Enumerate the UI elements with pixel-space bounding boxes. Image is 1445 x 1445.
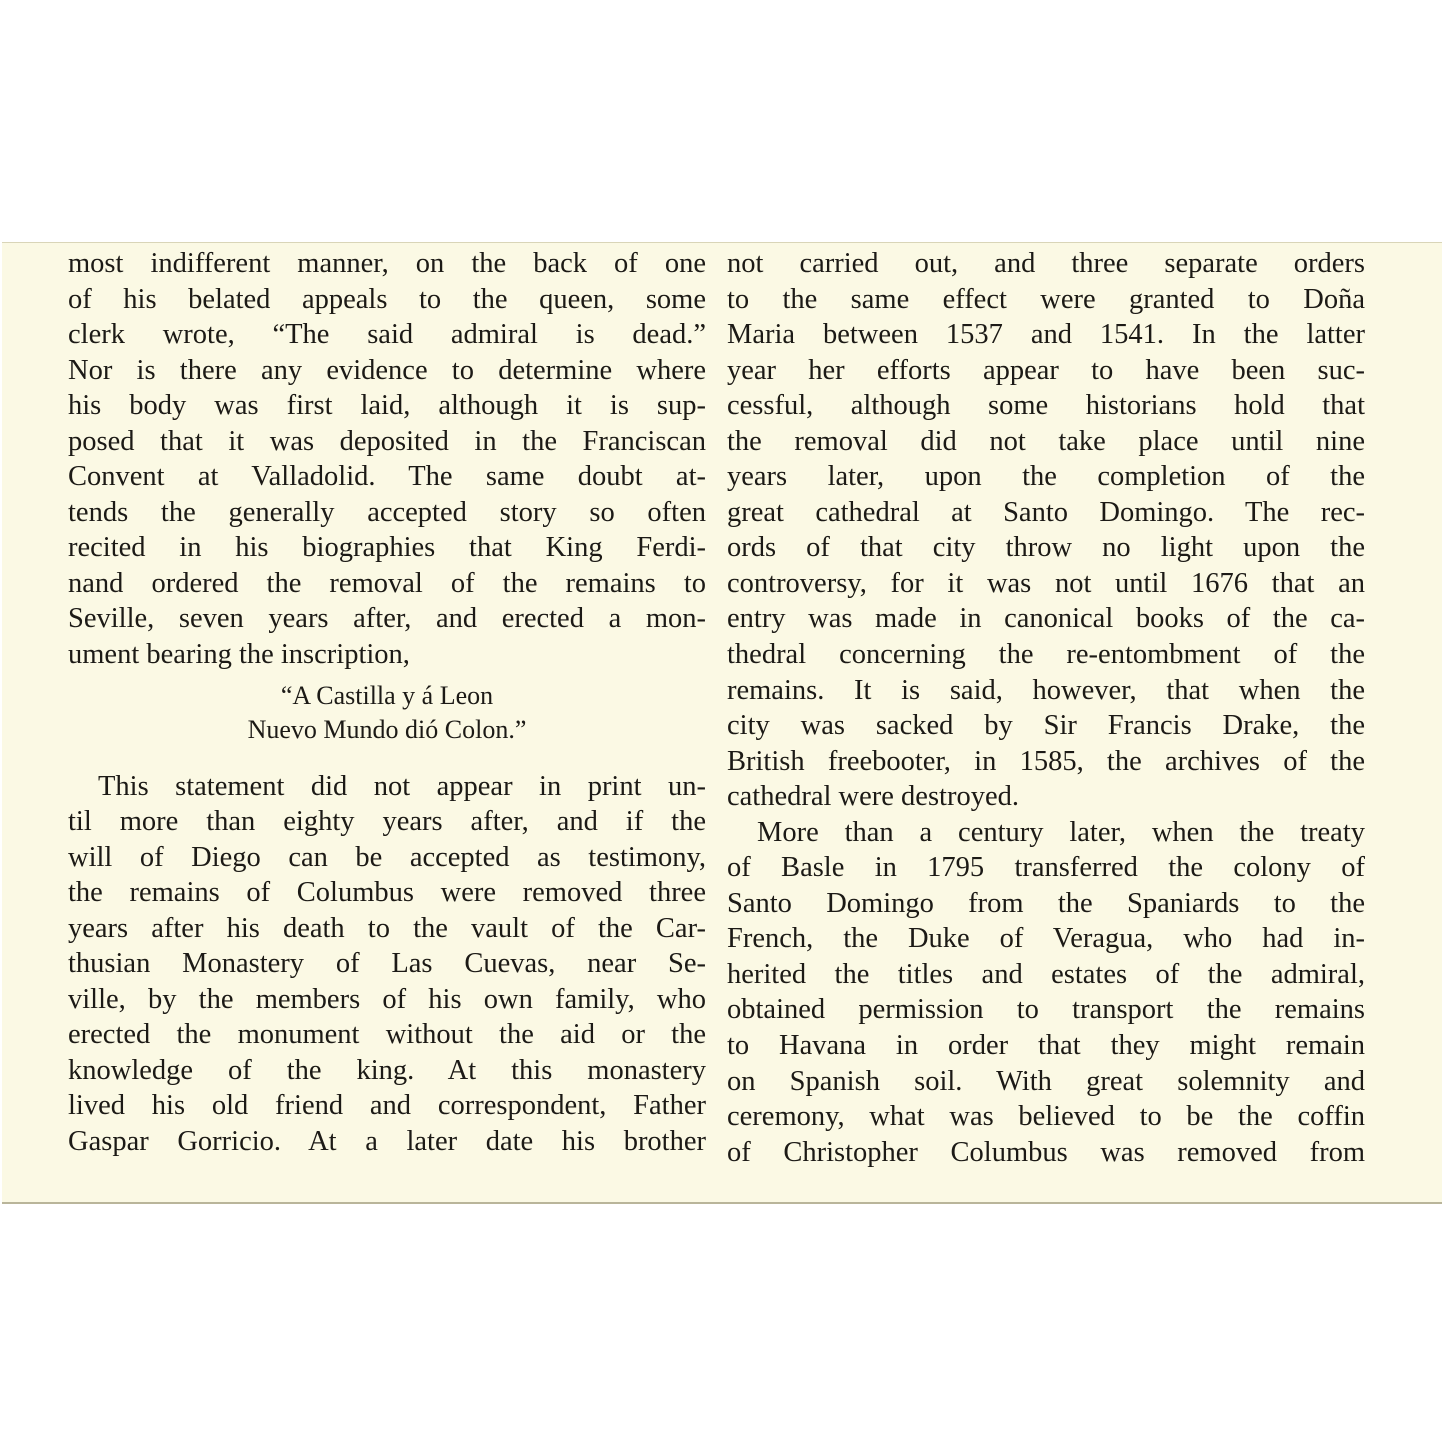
text-line: most indifferent manner, on the back of one [68, 248, 706, 279]
text-line: til more than eighty years after, and if the [68, 806, 706, 838]
text-line: thusian Monastery of Las Cuevas, near Se- [68, 948, 706, 980]
text-line: ville, by the members of his own family, who [68, 983, 706, 1015]
text-line: British freebooter, in 1585, the archives of the [727, 745, 1365, 777]
text-line: ords of that city throw no light upon the [727, 532, 1365, 564]
text-line: thedral concerning the re-entombment of the [727, 639, 1365, 671]
text-line: not carried out, and three separate orders [727, 248, 1365, 279]
text-line: will of Diego can be accepted as testimony, [68, 841, 706, 873]
text-line: year her efforts appear to have been suc- [727, 354, 1365, 386]
text-line: to Havana in order that they might remain [727, 1030, 1365, 1062]
text-line: city was sacked by Sir Francis Drake, the [727, 710, 1365, 742]
inscription-line: “A Castilla y á Leon [280, 680, 494, 710]
text-line: Seville, seven years after, and erected a mon- [68, 603, 706, 635]
text-line: Convent at Valladolid. The same doubt at- [68, 461, 706, 493]
text-line: the removal did not take place until nine [727, 425, 1365, 457]
text-line: of Christopher Columbus was removed from [727, 1136, 1365, 1168]
text-line: knowledge of the king. At this monastery [68, 1054, 706, 1086]
text-line: his body was first laid, although it is sup- [68, 390, 706, 422]
text-line: entry was made in canonical books of the ca- [727, 603, 1365, 635]
text-line: Gaspar Gorricio. At a later date his brother [68, 1126, 706, 1158]
text-line: nand ordered the removal of the remains to [68, 567, 706, 599]
text-line: ument bearing the inscription, [68, 639, 410, 671]
text-line: This statement did not appear in print un- [98, 770, 706, 802]
text-line: of his belated appeals to the queen, some [68, 283, 706, 315]
text-line: years after his death to the vault of the Car- [68, 912, 706, 944]
text-line: tends the generally accepted story so often [68, 496, 706, 528]
text-line: posed that it was deposited in the Franciscan [68, 425, 706, 457]
text-line: obtained permission to transport the remains [727, 994, 1365, 1026]
text-line: lived his old friend and correspondent, Father [68, 1090, 706, 1122]
text-line: cessful, although some historians hold that [727, 390, 1365, 422]
text-line: herited the titles and estates of the admiral, [727, 958, 1365, 990]
text-line: Santo Domingo from the Spaniards to the [727, 887, 1365, 919]
text-line: to the same effect were granted to Doña [727, 283, 1365, 315]
text-line: controversy, for it was not until 1676 that an [727, 567, 1365, 599]
text-line: Nor is there any evidence to determine where [68, 354, 706, 386]
text-line: ceremony, what was believed to be the coffin [727, 1101, 1365, 1133]
text-line: More than a century later, when the treaty [757, 816, 1365, 848]
text-line: years later, upon the completion of the [727, 461, 1365, 493]
text-line: French, the Duke of Veragua, who had in- [727, 923, 1365, 955]
text-line: great cathedral at Santo Domingo. The rec- [727, 496, 1365, 528]
text-line: of Basle in 1795 transferred the colony of [727, 852, 1365, 884]
text-line: erected the monument without the aid or the [68, 1019, 706, 1051]
text-line: Maria between 1537 and 1541. In the latter [727, 319, 1365, 351]
right-column [727, 246, 1365, 1170]
inscription-line: Nuevo Mundo dió Colon.” [247, 714, 527, 744]
text-line: cathedral were destroyed. [727, 781, 1019, 813]
text-line: the remains of Columbus were removed three [68, 877, 706, 909]
text-line: remains. It is said, however, that when the [727, 674, 1365, 706]
text-line: recited in his biographies that King Ferdi- [68, 532, 706, 564]
left-column [68, 246, 706, 1160]
text-line: clerk wrote, “The said admiral is dead.” [68, 319, 706, 351]
text-line: on Spanish soil. With great solemnity and [727, 1065, 1365, 1097]
